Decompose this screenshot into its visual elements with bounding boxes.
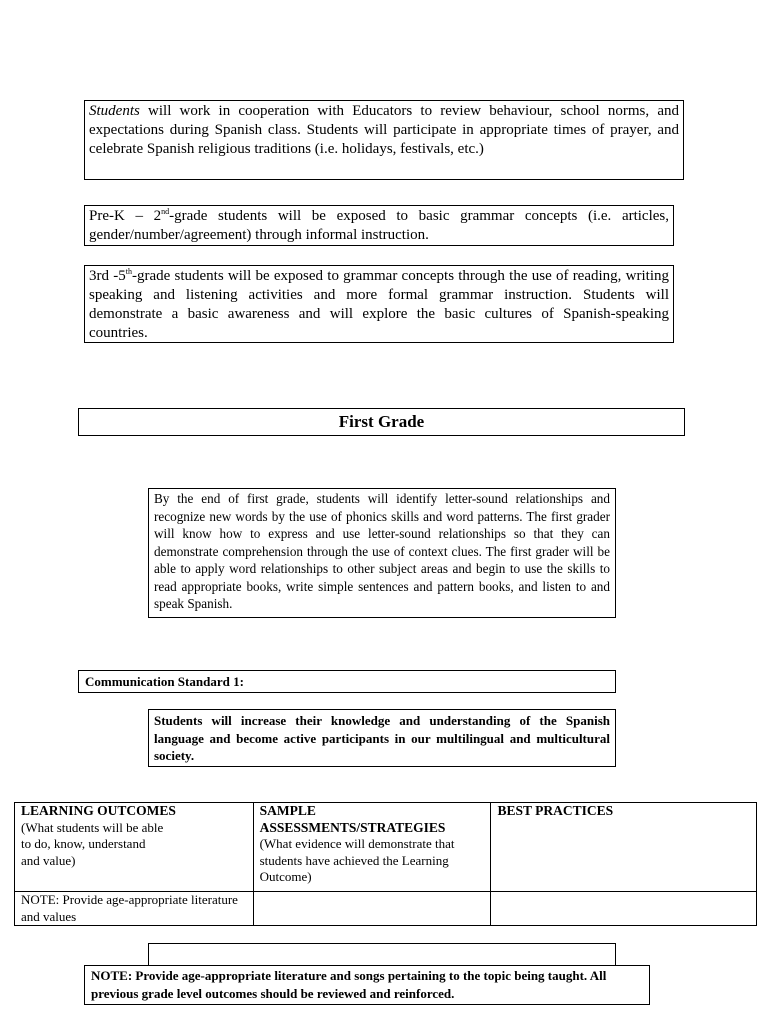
empty-box xyxy=(148,943,616,967)
table-cell-note: NOTE: Provide age-appropriate literature and values xyxy=(15,892,254,926)
first-grade-summary: By the end of first grade, students will identify letter-sound relationships and recognize new words by the use of phonics skills and word patterns. The first grader will know how to express and use letter-sound relationships so that they can demonstrate comprehension through the use of context clues. The first grader will be able to apply word relationships to other subject areas and begin to use the skills to read appropriate books, write simple sentences and pattern books, and listen to and speak Spanish. xyxy=(148,488,616,618)
intro-paragraph-3 xyxy=(89,267,669,343)
table-row xyxy=(15,892,757,926)
table-cell-empty xyxy=(491,892,757,926)
table-header-row xyxy=(15,803,757,892)
intro-paragraph-1-text: will work in cooperation with Educators to review behaviour, school norms, and expectations during Spanish class. Students will participate in appropriate times of prayer, and celebrate Spanish religious traditions (i.e. holidays, festivals, etc.) xyxy=(89,103,679,157)
grade-range-3to5: 3rd -5 xyxy=(89,268,126,284)
learning-outcomes-sub-line: to do, know, understand xyxy=(21,836,146,851)
sample-assessments-header: SAMPLE ASSESSMENTS/STRATEGIES xyxy=(259,803,446,835)
intro-box-cooperation xyxy=(84,100,684,180)
learning-outcomes-table xyxy=(14,802,757,926)
standard-label: Communication Standard 1: xyxy=(78,670,616,693)
learning-outcomes-header: LEARNING OUTCOMES xyxy=(21,803,176,818)
intro-paragraph-2 xyxy=(89,207,669,245)
learning-outcomes-header-cell xyxy=(15,803,254,892)
grade-range-prek: Pre-K – 2 xyxy=(89,208,162,224)
ordinal-superscript: nd xyxy=(161,207,170,216)
sample-assessments-header-cell xyxy=(253,803,491,892)
students-emphasis: Students xyxy=(89,103,140,119)
standard-description: Students will increase their knowledge and understanding of the Spanish language and become active participants in our multilingual and multicultural society. xyxy=(148,709,616,767)
sample-assessments-sub: (What evidence will demonstrate that students have achieved the Learning Outcome) xyxy=(259,836,455,884)
ordinal-superscript: th xyxy=(125,267,132,276)
learning-outcomes-sub-line: (What students will be able xyxy=(21,819,164,835)
intro-paragraph-3-text: -grade students will be exposed to grammar concepts through the use of reading, writing speaking and listening activities and more formal grammar instruction. Students will demonstrate a basic awareness and will explore the basic cultures of Spanish-speaking countries. xyxy=(89,268,669,341)
section-title: First Grade xyxy=(78,408,685,436)
best-practices-header-cell xyxy=(491,803,757,892)
table-cell-empty xyxy=(253,892,491,926)
learning-outcomes-sub-line: and value) xyxy=(21,852,76,868)
footer-note: NOTE: Provide age-appropriate literature and songs pertaining to the topic being taught. All previous grade level outcomes should be reviewed and reinforced. xyxy=(84,965,650,1005)
intro-paragraph-1 xyxy=(89,102,679,159)
intro-paragraph-2-text: -grade students will be exposed to basic grammar concepts (i.e. articles, gender/number/agreement) through informal instruction. xyxy=(89,208,669,243)
best-practices-header: BEST PRACTICES xyxy=(497,803,614,818)
intro-box-3to5 xyxy=(84,265,674,343)
intro-box-prek xyxy=(84,205,674,246)
